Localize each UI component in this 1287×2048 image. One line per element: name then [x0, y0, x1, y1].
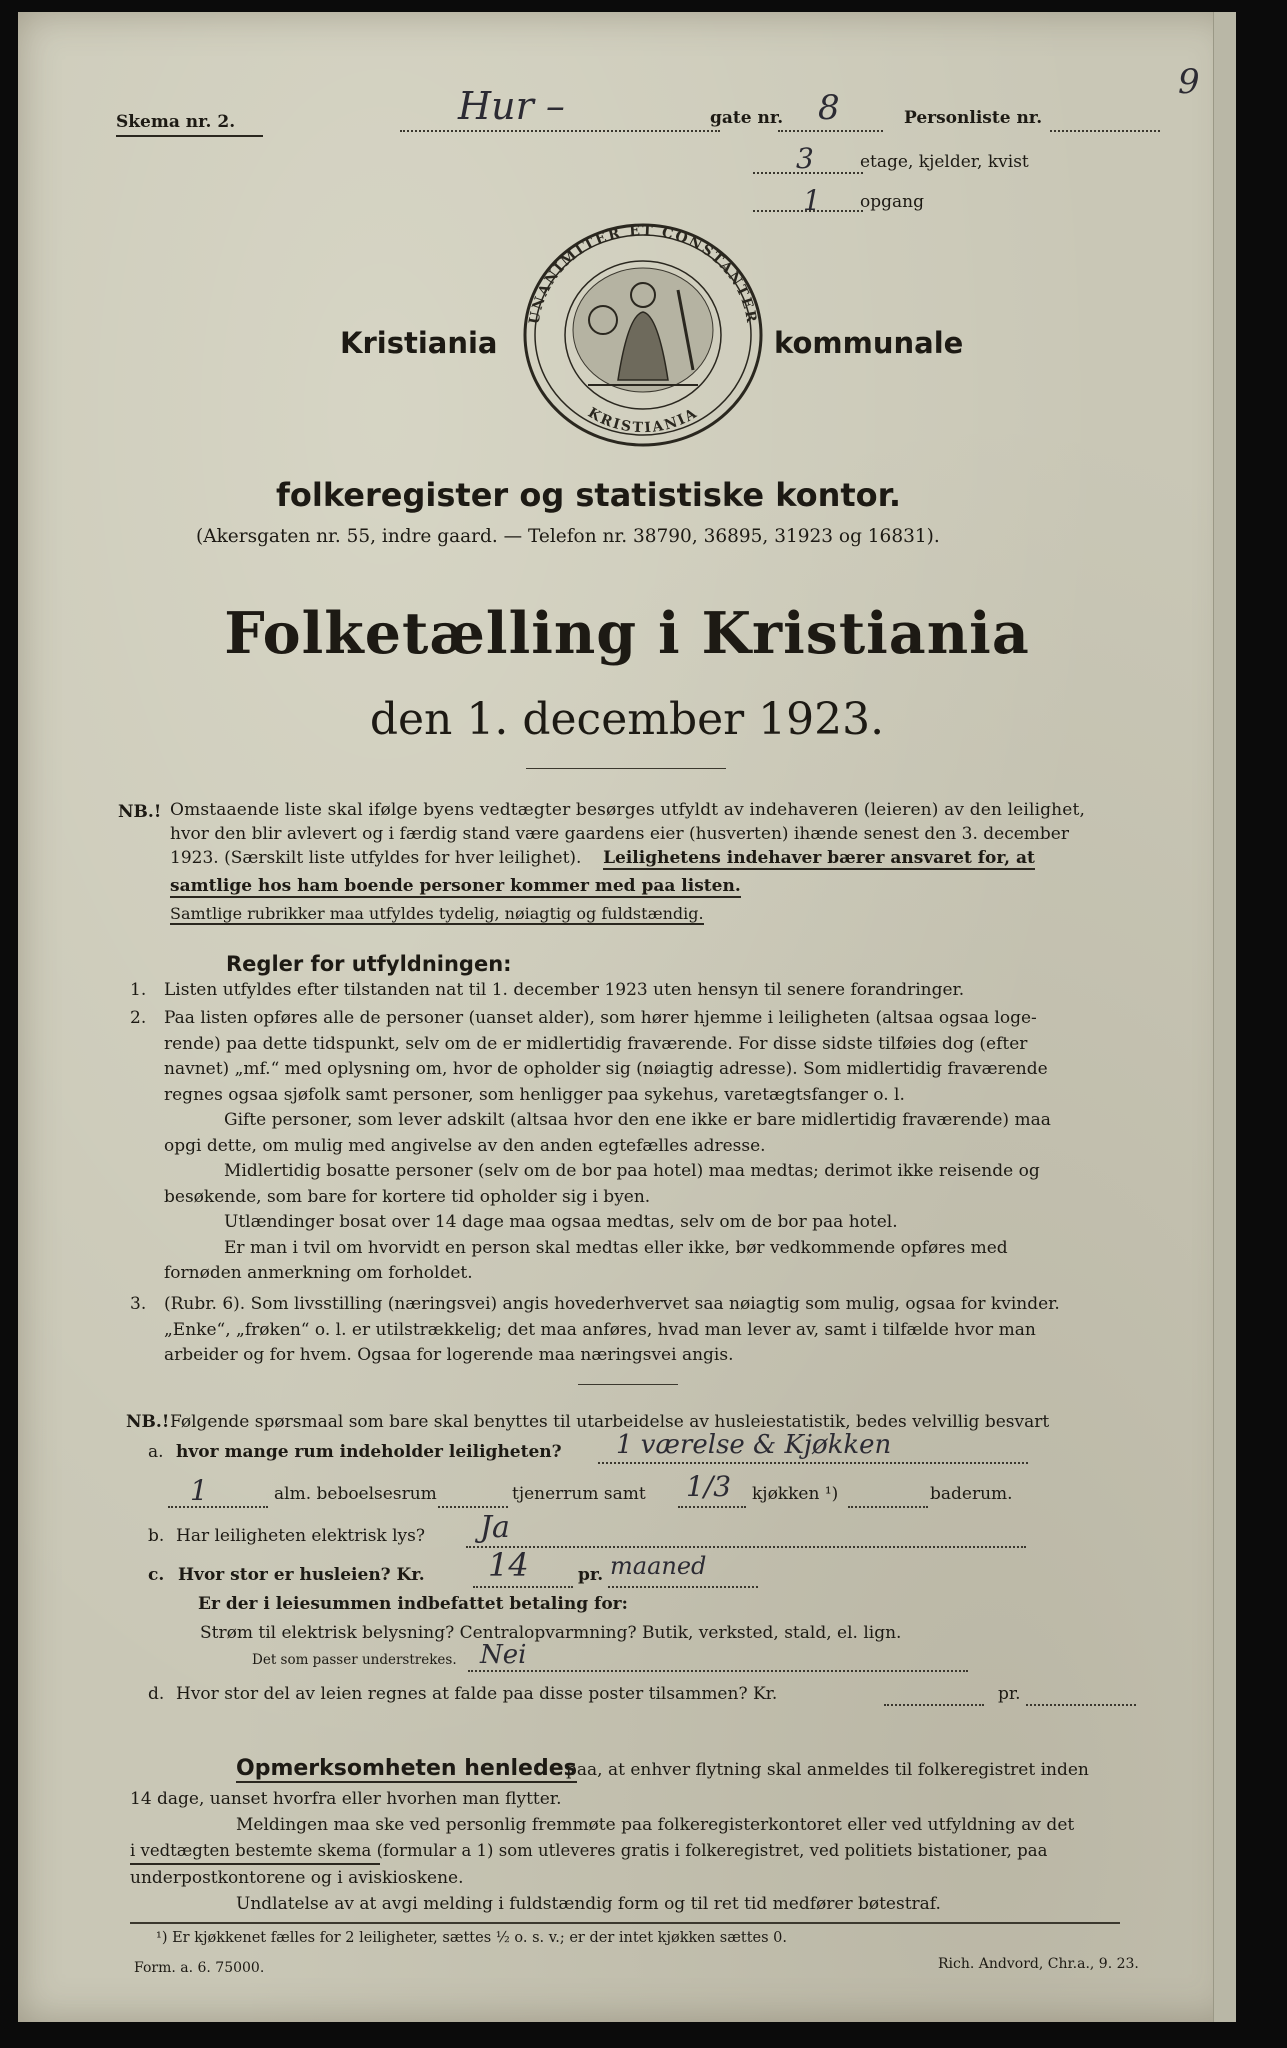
question-c-note: Det som passer understrekes.: [252, 1652, 457, 1668]
office-address: (Akersgaten nr. 55, indre gaard. — Telefon nr. 38790, 36895, 31923 og 16831).: [196, 526, 940, 547]
rum-line: [168, 1506, 268, 1508]
question-b: Har leiligheten elektrisk lys?: [176, 1526, 425, 1546]
rent-period-handwritten: maaned: [610, 1552, 707, 1580]
answer-b-line: [466, 1546, 1026, 1548]
question-d-pr-line: [1026, 1704, 1136, 1706]
rule-line: (Rubr. 6). Som livsstilling (næringsvei) angis hovederhvervet saa nøiagtig som mulig, ogsaa for kvinder.: [164, 1294, 1060, 1314]
nb1-paragraph: [170, 798, 1160, 926]
nb1-line-row3: 1923. (Særskilt liste utfyldes for hver leilighet). Leilighetens indehaver bærer ansvaret for, at: [170, 848, 1035, 868]
rent-amount-line: [473, 1586, 573, 1588]
kristiania-seal: [508, 220, 778, 450]
answer-a-handwritten: 1 værelse & Kjøkken: [616, 1430, 892, 1460]
attention-line: i vedtægten bestemte skema (formular a 1) som utleveres gratis i folkeregistret, ved politiets bistationer, paa: [130, 1841, 1048, 1860]
rule-number: 1.: [130, 980, 147, 1000]
svg-text:KRISTIANIA: KRISTIANIA: [584, 404, 702, 437]
rule-line: fornøden anmerkning om forholdet.: [164, 1263, 473, 1283]
printer-credit: Rich. Andvord, Chr.a., 9. 23.: [938, 1956, 1139, 1972]
rum-value: 1: [190, 1474, 208, 1507]
footer-rule: [130, 1922, 1120, 1924]
sub-title: den 1. december 1923.: [369, 694, 885, 745]
rule-line: Listen utfyldes efter tilstanden nat til 1. december 1923 uten hensyn til senere forandringer.: [164, 980, 965, 1000]
rule-line: Midlertidig bosatte personer (selv om de bor paa hotel) maa medtas; derimot ikke reisende og: [224, 1161, 1040, 1181]
rule-line: Utlændinger bosat over 14 dage maa ogsaa medtas, selv om de bor paa hotel.: [224, 1212, 898, 1232]
question-a: hvor mange rum indeholder leiligheten?: [176, 1442, 562, 1462]
question-d-kr-line: [884, 1704, 984, 1706]
nb1-line: hvor den blir avlevert og i færdig stand være gaardens eier (husverten) ihænde senest den 3. december: [170, 824, 1069, 844]
street-line: [400, 130, 720, 132]
rent-amount-handwritten: 14: [488, 1546, 529, 1584]
rule-line: rende) paa dette tidspunkt, selv om de er midlertidig fraværende. For disse sidste tilføies dog (efter: [164, 1033, 1028, 1054]
rule-line: arbeider og for hvem. Ogsaa for logerende maa næringsvei angis.: [164, 1345, 734, 1365]
question-a-label: a.: [148, 1442, 164, 1462]
rules-divider: [578, 1384, 678, 1385]
office-left-word: Kristiania: [340, 326, 498, 360]
gate-nr-value: 8: [818, 88, 840, 128]
answer-c-handwritten: Nei: [480, 1640, 527, 1670]
opgang-line: [753, 210, 863, 212]
rule-number: 3.: [130, 1294, 147, 1314]
office-title: folkeregister og statistiske kontor.: [276, 476, 902, 514]
rule-line: „Enke“, „frøken“ o. l. er utilstrækkelig; det maa anføres, hvad man lever av, samt i tilfælde hvor man: [164, 1319, 1036, 1340]
question-d-pr: pr.: [998, 1684, 1021, 1704]
street-name-handwritten: Hur –: [458, 84, 565, 128]
question-b-label: b.: [148, 1526, 165, 1546]
tjenerrum-line: [438, 1506, 508, 1508]
personliste-label: Personliste nr.: [904, 108, 1043, 128]
etage-line: [753, 172, 863, 174]
nb2-intro: Følgende spørsmaal som bare skal benyttes til utarbeidelse av husleiestatistik, bedes velvillig besvart: [170, 1412, 1050, 1432]
office-right-word: kommunale: [774, 326, 964, 360]
rule-line: besøkende, som bare for kortere tid opholder sig i byen.: [164, 1186, 651, 1207]
attention-line: Meldingen maa ske ved personlig fremmøte paa folkeregisterkontoret eller ved utfyldning av det: [236, 1815, 1075, 1835]
baderum-line: [848, 1506, 928, 1508]
gate-nr-label: gate nr.: [710, 108, 784, 128]
nb1-label: NB.!: [118, 802, 162, 822]
etage-value: 3: [796, 142, 814, 175]
attention-heading: Opmerksomheten henledes: [236, 1756, 577, 1781]
nb1-line: Samtlige rubrikker maa utfyldes tydelig, nøiagtig og fuldstændig.: [170, 904, 704, 923]
answer-c-line: [468, 1670, 968, 1672]
main-title: Folketælling i Kristiania: [224, 600, 1030, 667]
nb1-line: samtlige hos ham boende personer kommer med paa listen.: [170, 876, 741, 896]
title-rule: [526, 768, 726, 769]
answer-b-handwritten: Ja: [480, 1510, 510, 1545]
question-d-label: d.: [148, 1684, 165, 1704]
svg-text:UNANIMITER ET CONSTANTER: UNANIMITER ET CONSTANTER: [526, 222, 760, 326]
skema-underline: [116, 135, 263, 137]
attention-line: paa, at enhver flytning skal anmeldes til folkeregistret inden: [566, 1760, 1089, 1780]
attention-line: underpostkontorene og i aviskioskene.: [130, 1868, 464, 1888]
question-d: Hvor stor del av leien regnes at falde paa disse poster tilsammen? Kr.: [176, 1684, 778, 1704]
attention-underline: [130, 1863, 380, 1865]
tjenerrum-label: tjenerrum samt: [512, 1484, 646, 1504]
nb1-line: Omstaaende liste skal ifølge byens vedtægter besørges utfyldt av indehaveren (leieren) av den leilighet,: [170, 800, 1086, 820]
skema-label: Skema nr. 2.: [116, 112, 236, 132]
rule-line: Paa listen opføres alle de personer (uanset alder), som hører hjemme i leiligheten (altsaa ogsaa loge-: [164, 1008, 1037, 1028]
census-form-sheet: [18, 12, 1236, 2022]
rent-pr-label: pr.: [578, 1565, 604, 1585]
form-number: Form. a. 6. 75000.: [134, 1960, 265, 1976]
page-edge: [1213, 12, 1236, 2022]
question-c-options: Strøm til elektrisk belysning? Centralopvarmning? Butik, verksted, stald, el. lign.: [200, 1623, 902, 1643]
rules-heading: Regler for utfyldningen:: [226, 952, 512, 976]
rule-line: regnes ogsaa sjøfolk samt personer, som henligger paa sykehus, varetægtsfanger o. l.: [164, 1084, 905, 1105]
page-number: 9: [1178, 62, 1200, 102]
kjokken-line: [678, 1506, 746, 1508]
question-c-label: c.: [148, 1565, 165, 1585]
nb2-label: NB.!: [126, 1412, 170, 1432]
etage-label: etage, kjelder, kvist: [860, 152, 1029, 172]
rule-line: opgi dette, om mulig med angivelse av den anden egtefælles adresse.: [164, 1135, 766, 1156]
rule-1: [164, 978, 1154, 1002]
rent-period-line: [608, 1586, 758, 1588]
rule-line: navnet) „mf.“ med oplysning om, hvor de opholder sig (nøiagtig adresse). Som midlertidig fraværende: [164, 1059, 1048, 1079]
footnote: ¹) Er kjøkkenet fælles for 2 leiligheter, sættes ½ o. s. v.; er der intet kjøkken sættes 0.: [156, 1930, 787, 1946]
rule-number: 2.: [130, 1008, 147, 1028]
question-c: Hvor stor er husleien? Kr.: [178, 1565, 425, 1585]
baderum-label: baderum.: [930, 1484, 1013, 1504]
rule-line: Er man i tvil om hvorvidt en person skal medtas eller ikke, bør vedkommende opføres med: [224, 1237, 1008, 1258]
attention-line: Undlatelse av at avgi melding i fuldstændig form og til ret tid medfører bøtestraf.: [236, 1894, 941, 1914]
rum-label: alm. beboelsesrum: [274, 1484, 437, 1504]
answer-a-line: [598, 1462, 1028, 1464]
attention-line: 14 dage, uanset hvorfra eller hvorhen man flytter.: [130, 1789, 562, 1809]
kjokken-value: 1/3: [686, 1470, 732, 1503]
rule-3: [164, 1292, 1154, 1369]
rule-2: [164, 1006, 1154, 1287]
question-c-sub: Er der i leiesummen indbefattet betaling for:: [198, 1594, 628, 1614]
rule-line: Gifte personer, som lever adskilt (altsaa hvor den ene ikke er bare midlertidig fraværende) maa: [224, 1110, 1051, 1130]
kjokken-label: kjøkken ¹): [752, 1484, 839, 1504]
personliste-line: [1050, 130, 1160, 132]
opgang-label: opgang: [860, 192, 924, 212]
nb1-responsibility: Leilighetens indehaver bærer ansvaret for, at: [603, 848, 1035, 868]
gate-nr-line: [778, 130, 883, 132]
opgang-value: 1: [803, 184, 821, 217]
